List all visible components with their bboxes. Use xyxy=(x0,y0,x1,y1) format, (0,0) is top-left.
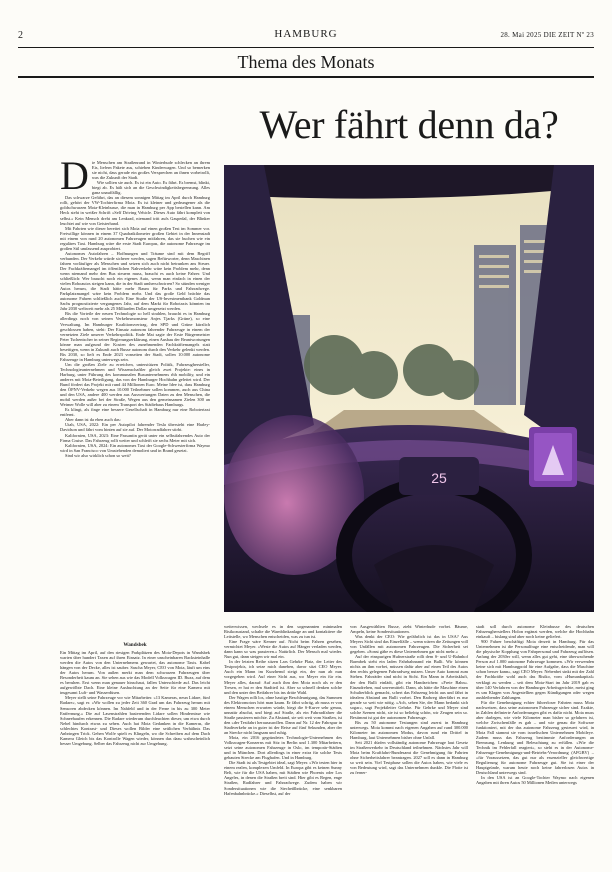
paragraph: Der Wagen rollt los, ohne hastige Beschleunigung, das Summen des Elektromotors hört man kaum. Er fährt schräg, ab muss er von einem Menschen erwarten würde, biegt die S-Kurve sehr genau, unnatür absolut, und biegt auf Straße, als ein Fahrradfahrer die Straße passieren möchte. Zu Abstand, sie seit weit vom Straßen, ist den »der Testfahrt herauszurollen. Dann auf Nr. 12 der Fahrspur in Stadtverkehr an in guter ist der Reise auf fünf Sekunden, aber der an Strecke nicht langsam und ruhig. xyxy=(224,694,342,735)
dropcap: D xyxy=(60,160,89,198)
paragraph: Kalifornien, USA, 2024: Ein autonomes Taxi der Google-Schwesterfirma Waymo wird in San Francisco von Umstehenden demoliert und in Brand gesetzt. xyxy=(60,442,210,453)
paragraph: Kalifornien, USA, 2023: Eine Passantin gerät unter ein selbstfahrendes Auto der Firma Cruise. Das Fahrzeug rollt weiter und schleift sie sechs Meter mit sich. xyxy=(60,432,210,443)
paragraph: Bis zu 50 autonome Testungen sind zuerst in Hamburg unterwegs. Moia kommt nach eigenen Angaben auf rund 300.000 Kilometer im autonomen Modus, davon rund ein Drittel in Hamburg, laut Unternehmen bisher ohne Unfall. xyxy=(350,719,468,741)
paragraph: In der letzten Reihe sitzen Lars Gehrke Platz, der Leiter des Testprojekts, ich setze mich daneben, davor sitzt CEO Meyer. Auch ein Mann im Kurzhemd steigt ein, der nun ab nun vorgegeben wird. Auf einer Sicht aus, wo Meyer ein für ein. Meyer alles, darauf: Auf auch ihm den Moia noch als er den Tresen, er hat er den Stadtteil ist. Aber so schnell denken solche und den unter den Beifahrer bis ins dritte Wahl. xyxy=(224,659,342,695)
section-name: HAMBURG xyxy=(274,28,338,40)
paragraph: stadt soll durch autonome Kleinbusse des deutschen Fahrzeugherstellers Holon ergänzt werden, welche die Hochbahn einkauft – bislang sind aber noch keine geliefert. xyxy=(476,624,594,640)
paragraph: von Ausgewählten Busse, zieht Winterhude vorbei. Bäume, Ampeln, keine Sondersituationen. xyxy=(350,624,468,635)
paragraph: Mit Fahrten wie dieser bereitet sich Moia auf einen großen Test im Sommer vor. Freiwillige können in einem 37 Quadratkilometer großen Gebiet in der Innenstadt mit einem von rund 20 autonomen Fahrzeugen mitfahren, das sie buchen wie ein reguläres Taxi. Hamburg wäre die erste Stadt Europas, die autonome Fahrzeuge im großen Stil umfassend ausprobiert. xyxy=(60,225,210,251)
paragraph: Es klingt, als finge eine bessere Gesellschaft in Hamburg nur eine Robotertaxi entfernt. xyxy=(60,407,210,418)
article-column-2 xyxy=(224,624,342,856)
page-header xyxy=(18,30,594,46)
paragraph: ie Menschen am Straßenrand in Winterhude schlecken an ihrem Eis, liefern Pakete aus, schieben Kinderwagen. Und so bemerken sie nicht, dass gerade ein großes Versprechen an ihnen vorbeirollt, was die Zukunft der Stadt. xyxy=(91,160,210,181)
paragraph: Für die Genehmigung echter führerloser Fahrten muss Moia nachweisen, dass seine autonomen Fahrzeuge sicher sind. Exakte, in Zahlen definierte Anforderungen gibt es dafür nicht. Moia muss aber darlegen, wie viele Kilometer man bisher so gefahren ist, welche Zwischenfälle es gab – und wie genau die Software funktioniert, mit der das autonome Fahrzeug gesteuert wird, in Moia Fall stammt sie vom israelischen Unternehmen Mobileye. Zudem muss das Fahrzeug bestimmte Anforderungen an Bremsung, Lenkung und Beleuchtung zu erfüllen. »Wie die Technik im Fehlerfall reagiert«, so steht es in der Autonome-Fahrzeuge-Genehmigungs-und-Betriebs-Verordnung (AFGBV) – »für Voraussetzen, das gut nur als essenzieller gleichwertige Regulierung für autonome Fahrzeuge gut. Sie ist einer der Hauptgründe, warum heute noch keine fahrerlosen Autos in Deutschland unterwegs sind. xyxy=(476,699,594,776)
paragraph: Moia, ein 2016 gegründetes Technologie-Unternehmen des Volkswagen-Konzerns mit Sitz in Berlin und 1.300 Mitarbeitern, setzt seine autonomen Fahrzeuge in Oslo, im temporär-Städten und in München. Dort allerdings in einer extra für solche Tests gebauten Strecke am Flughafen. Und in Hamburg. xyxy=(224,735,342,761)
dateline: 28. Mai 2025 DIE ZEIT Nº 23 xyxy=(500,31,594,39)
kicker-rule xyxy=(18,76,594,78)
article-column-3 xyxy=(350,624,468,856)
paragraph: weiterwissen, wechsele es in den sogenannten minimalen Risikozustand, schalte die Warnblinkanlage an und kontaktiere die Leitstelle, wo Menschen entscheiden, was zu tun ist. xyxy=(224,624,342,640)
article-column-1 xyxy=(60,160,210,638)
paragraph: Sind wir also wirklich schon so weit? xyxy=(65,452,131,458)
dashboard-speed: 25 xyxy=(431,470,447,486)
article-column-1b xyxy=(60,640,210,855)
paragraph: Wie sollten sie auch. Es ist ein Auto. Es fährt. Es bremst, blinkt, biegt ab. Es hält sich an die Geschwindigkeitsbegrenzung. Alles ganz unauffällig. xyxy=(91,180,210,196)
paragraph: Um die großen Ziele zu erreichen, unterstützen Politik, Fahrzeughersteller, Technologieunternehmen und Wissenschaftler gleich zwei Projekte: eines in Harburg, unter Führung des kommunalen Busunternehmens rhh mobility, und ein anderes mit Moia-Beteiligung, das von der Hamburger Hochbahn geleitet wird. Der Bund fördert das Projekt mit rund 44 Millionen Euro. Meine Idee ist, dass Hamburg den ÖPNV-Verkehr wegen aus 10.000 Teilnehmer sollen kommen, auch aus China und den USA, andere 400 werden aus Auswertungen Daten zu den Menschen, die mobil werden außer bei der Straße, Wegen aus den gemeinsamen Zielen 300 an Weimer Wolle will aber zu einem Transport des Städtebaus Hamburgs. xyxy=(60,361,210,408)
page-number: 2 xyxy=(18,30,23,41)
headline: Wer fährt denn da? xyxy=(259,102,559,147)
paragraph: Auf der einspurigen Hufnerstraße rollt dem S- und U-Bahnhof Barmbek steht ein laden Fahrbahnrand ein Bulli. Wir können nichts an ihm vorbei, müssen dafür aber auf einen Teil des Autos den rechts gelegenen Fahrradweg nutzen. Unser Auto kommt zum Stehen. Fahrräder sind nicht in Sicht. Ein Mann in Arbeitskluft, der den Bulli einlädt, gibt ein Handzeichen: »Freie Bahn«. Einzudrehen, mal unvermittelt. Dann, als hätte die Maschine einen Schulterblick gemacht, schert das Fahrzeug leicht aus und fährt in idealem Abstand am Bulli vorbei. Den Radweg überfährt es nur gerade so weit wie nötig. »Ach, sehen Sie, der Mann bedankt sich sogar«, sagt Projektleiter Gehrke. Für Gehrke und Meyer sind solche Szenen nicht, sie ist so beliebig schön, wir Zeugen sein so. Bestimmt ist gut der autonomen Fahrzeuge. xyxy=(350,654,468,720)
paragraph: Die Stadt ist als Testgebiet ideal, sagt Meyer. »Wir testen hier in einem realen, komplexen Umfeld. In Europa gibt es keinen Sunny Belt, wie für die USA haben, mit Städten wie Phoenix oder Los Angeles, in denen die Straßen breit sind. Hier gibt es Regen, enge Straßen, Radfahrer und Fahrradwege. Zudem haben wir Sondersituationen wie die Stecheißbrücke, eine senkbaren Hafenbahnbrücke.« Dieselbst, auf der xyxy=(224,760,342,796)
paragraph: In den USA ist an Google-Tochter Waymo nach eigenen Angaben mit ihren Autos 50 Millionen Meilen unterwegs xyxy=(476,775,594,786)
paragraph: 900 Fahrer beschäftigt Moia derzeit in Hamburg. Für das Unternehmen ist die Personalfrage eine entscheidende, man will die physische Kopplung von Fahrpersonal und Fahrzeug auflösen. Anfang der 2030er will, wenn alles gut geht, eine überwachende Person auf 1.000 autonome Fahrzeuge kommen. »Wir verwenden keine sich mit Hamburgpoid für eine Aufgabe, dass die Maschine schon besser kann«, sagt CEO Meyer. Nebenbei sinkt mit der Zahl der Fachkräfte wohl auch das Risiko, vom »Humankapital« verklagt zu werden – seit dem Moia-Start im Jahr 2019 gab es über 140 Verfahren von der Hamburger Arbeitsgerichte, meist ging es um Klagen von Angestellten gegen Kündigungen oder wegen ausbleibender Zahlungen. xyxy=(476,639,594,700)
article-column-4 xyxy=(476,624,594,856)
paragraph: Aber dann ist da eben auch das: xyxy=(65,417,121,423)
illustration-robotaxi-interior xyxy=(224,165,594,612)
paragraph: Utah, USA, 2022: Ein per Autopilot fahrender Tesla übersieht eine Harley-Davidson und fährt vom hinten auf sie auf. Der Motorradfahrer stirbt. xyxy=(60,422,210,433)
paragraph: Das schwarze Gefährt, das an diesem sonnigen Mittag im April durch Hamburg rollt, gehört der VW-Tochterfirma Moia. Es ist kleiner und gedrungener als die goldschwarzen Moia-Kleinbusse, die man in Hamburg per App bestellen kann. Am Heck steht in weißer Schrift »Self Driving Vehicle. Dieses Auto fährt komplett von selbst.« Kein Mensch dreht am Lenkrad, niemand tritt aufs Gaspedal, der Blinker leuchtet auf wie von Geisterhand. xyxy=(60,195,210,226)
header-rule xyxy=(18,47,594,48)
paragraph: Ein Mittag im April, auf den riesigen Parkplätzen des Moia-Depots in Wandsbek warten über hundert Taxen auf ihren Einsatz. In einer unscheinbaren Backsteinhalle werden die Autos von den Unternehmens gewartet, das autonome Taxis. Kabel hängen von der Decke, alles ist sauber. Sascha Meyer, CEO von Moia, läuft um eins der Autos herum. Von außen merkt man dem schwarzen Fahrzeugen über Besonderheit kaum an. Sie sehen aus wie das Modell Volkswagen ID. Buzz, auf dem es beruhen. Erst wenn man genauer hinschaut, fallen Unterschiede auf. Das leicht aufgewölbte Dach. Eine kleine Ausbuchtung an der Seite für eine Kamera mit insgesamt Luft- und Wasserdüsen. xyxy=(60,650,210,696)
section-kicker: Thema des Monats xyxy=(237,52,375,72)
paragraph: Meyer stellt seine Fahrzeuge vor wie Mitarbeiter. »13 Kameras, neun Lidare, fünf Radare«, sagt er. »Wir wollen zu jeder Zeit 360 Grad um das Fahrzeug herum mit Sensoren abdecken können. Im Nahfeld und in der Ferne in bis zu 300 Meter Entfernung.« Die auf Lasenstrahlen basierenden Lidare sollen Hindernisse wie Schneehaufen erkennen. Die Radare wiederum durchleuchten dieser, um etwa durch Nebel hindurch etwas zu sehen. Auch hat Moia Gedanken in die Kameras, die schlechtes Kontrast- und Dieses wollen Bilder eine seitlichen Verhältnis Das Anbringen Trick. Gehen Wolfe spielt es Klingeln, wo die Schreiben auf dem Dach Kamera Gleich bis das Kontrolle Wagen wieder, können das dazu wahrscheinlich besser Umgebung. Selber das Fahrzeug nicht zur Umgehung. xyxy=(60,695,210,746)
paragraph: Eine Frage wäre Kenner auf. Nicht beim Fahren gesehen, vermichtet Meyer. »Weste die Autos auf Hänger verladen werden, dann kann so was passieren.« Natürlich. Der Mensch mal wieder. Nun gut, dann steigen wir mal ein. xyxy=(224,639,342,660)
subhead-wandsbek: Wandsbek xyxy=(123,642,147,648)
paragraph: Seit 2021 dürfen vollständig autonome Fahrzeuge laut Gesetz im Straßenverkehr in Deutschland teilnehmen. Nächstes Jahr will Moia beim Kraftfahrt-Bundesamt die Genehmigung für Fahrten ohne Sicherheitsfahrer beantragen. 2027 soll es dann in Hamburg so weit sein. Viel Testphase sollen die Autos haben, wie viele es von Bedeutung wird, sagt das Unternehmen dunkle. Die Flotte ist zu ferner- xyxy=(350,740,468,776)
paragraph: Was denkt der CEO: Wie gefährlich ist das in USA? Aus Meyers Sicht sind das Einzelfälle – wenn wären die Zeitungen voll von Unfällen mit autonomen Fahrzeugen. Die Sicherheit sei gegeben. »Sonst gäbe es diese Unternehmen gar nicht mehr.« xyxy=(350,634,468,655)
paragraph: Bis die Vorteile der neuen Technologie so hell strahlen, braucht es in Hamburg allerdings noch von seinen Verkehrsmonsteur Anjes Tjarks (Grüne), so eine Verwaltung. Im Hamburger Koalitionsvertrag, den SPD und Grüne kürzlich geschlossen haben, steht: Der Einsatz autonom fahrender Fahrzeuge in einem der vernetzten Ziele unserer Verkehrspolitik. Ende Mai sagte der Erste Bürgermeister Peter Tschentscher in seiner Regierungserklärung, einen Ausbau der Beantwortungen könne man aufgrund der Kosten des zunehmenden Fachkräftemangels statt beseitigen, wenn in Zukunft auch Busse autonom durch den Verkehr gelenkt werden. Bis 2030, so lieft es Ende 2023 vonseiten der Stadt, sollen 10.000 autonome Fahrzeuge in Hamburg unterwegs sein. xyxy=(60,311,210,362)
paragraph: Autonomes Autofahren – Hoffnungen und Träume sind mit dem Begriff verbunden. Der Verkehr würde sicherer werden, sagen Befürworter, denn Maschinen fahren vorläufiger als Menschen und setzen sich auch nicht betrunken ans Steuer. Der Fachkräftemangel im öffentlichen Nahverkehr wäre kein Problem mehr, denn wenn niemand mehr den Bus steuern muss, braucht es auch keine Fahrer. Und schließlich: Wer braucht noch ein eigenes Auto, wenn man einfach in einen der vielen Roboautos steigen kann, die in der Stadt umherschwirren? So stünden weniger Autos herum, die Stadt hätte mehr Raum für Parks und Fahrradwege. Parkplatzmangel wäre kein Problem mehr. Und das große Geld brächte das autonome Fahren schließlich auch: Eine Studie der US-Investmentbank Goldman Sachs prognostizierte vergangenes Jahr, auf dem Markt für Robotaxis könnten im Jahr 2030 weltweit mehr als 25 Milliarden Dollar umgesetzt werden. xyxy=(60,250,210,312)
